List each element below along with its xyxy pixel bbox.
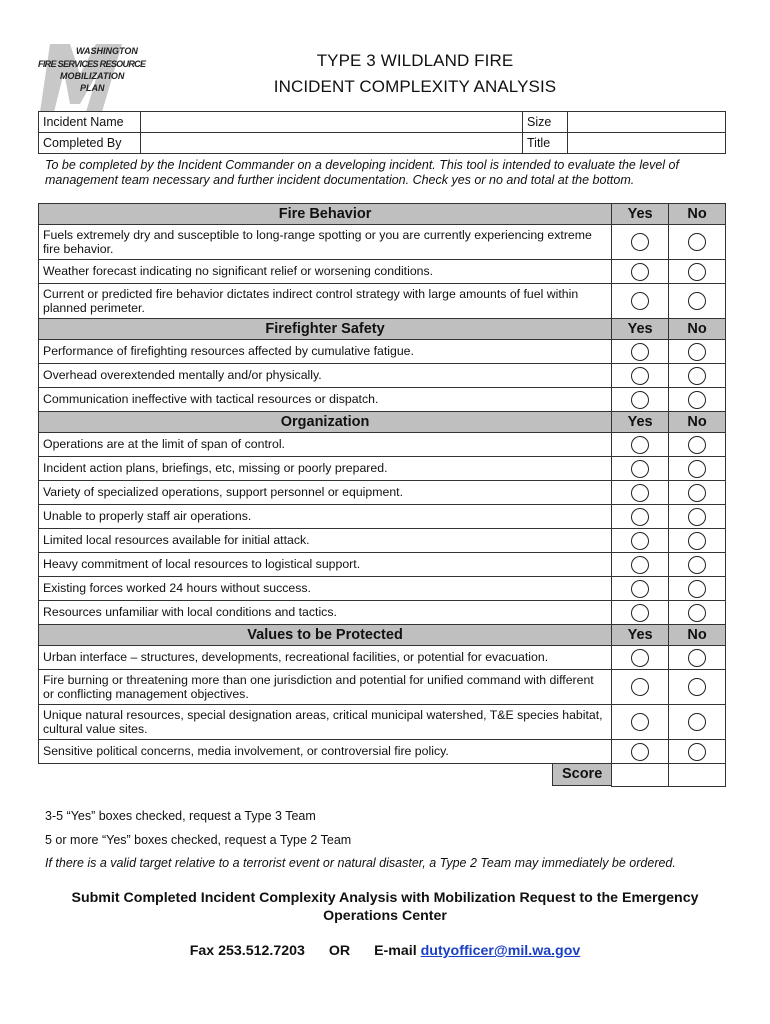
checklist-row bbox=[39, 670, 726, 705]
title-label: Title bbox=[523, 133, 568, 154]
page-title bbox=[230, 48, 600, 100]
logo-line-3: MOBILIZATION bbox=[60, 71, 125, 81]
checklist-row bbox=[39, 505, 726, 529]
checklist-question: Weather forecast indicating no significant relief or worsening conditions. bbox=[39, 260, 612, 284]
no-cell bbox=[669, 505, 726, 529]
yes-radio[interactable] bbox=[631, 580, 649, 598]
yes-cell bbox=[612, 577, 669, 601]
no-radio[interactable] bbox=[688, 556, 706, 574]
yes-cell bbox=[612, 388, 669, 412]
checklist-question: Current or predicted fire behavior dictates indirect control strategy with large amounts of fuel within planned perimeter. bbox=[39, 284, 612, 319]
incident-info-table bbox=[38, 111, 726, 154]
no-column-header: No bbox=[669, 412, 726, 433]
logo-line-1: WASHINGTON bbox=[76, 46, 138, 56]
yes-radio[interactable] bbox=[631, 743, 649, 761]
no-cell bbox=[669, 284, 726, 319]
checklist-question: Unique natural resources, special designation areas, critical municipal watershed, T&E species habitat, cultural value sites. bbox=[39, 705, 612, 740]
yes-radio[interactable] bbox=[631, 649, 649, 667]
checklist-question: Incident action plans, briefings, etc, missing or poorly prepared. bbox=[39, 457, 612, 481]
yes-cell bbox=[612, 646, 669, 670]
no-cell bbox=[669, 481, 726, 505]
checklist-row bbox=[39, 646, 726, 670]
no-radio[interactable] bbox=[688, 436, 706, 454]
yes-column-header: Yes bbox=[612, 412, 669, 433]
checklist-question: Performance of firefighting resources affected by cumulative fatigue. bbox=[39, 340, 612, 364]
checklist-row bbox=[39, 740, 726, 764]
no-cell bbox=[669, 705, 726, 740]
checklist-row bbox=[39, 364, 726, 388]
yes-column-header: Yes bbox=[612, 204, 669, 225]
checklist-question: Existing forces worked 24 hours without success. bbox=[39, 577, 612, 601]
note-terror: If there is a valid target relative to a terrorist event or natural disaster, a Type 2 Team may immediately be ordered. bbox=[45, 856, 676, 870]
yes-radio[interactable] bbox=[631, 532, 649, 550]
yes-radio[interactable] bbox=[631, 343, 649, 361]
checklist-row bbox=[39, 284, 726, 319]
checklist-row bbox=[39, 457, 726, 481]
no-radio[interactable] bbox=[688, 649, 706, 667]
checklist-question: Overhead overextended mentally and/or physically. bbox=[39, 364, 612, 388]
checklist-question: Sensitive political concerns, media involvement, or controversial fire policy. bbox=[39, 740, 612, 764]
yes-cell bbox=[612, 284, 669, 319]
no-cell bbox=[669, 364, 726, 388]
yes-radio[interactable] bbox=[631, 678, 649, 696]
yes-cell bbox=[612, 364, 669, 388]
no-column-header: No bbox=[669, 204, 726, 225]
yes-cell bbox=[612, 260, 669, 284]
no-cell bbox=[669, 670, 726, 705]
no-cell bbox=[669, 388, 726, 412]
no-cell bbox=[669, 553, 726, 577]
yes-radio[interactable] bbox=[631, 484, 649, 502]
yes-radio[interactable] bbox=[631, 556, 649, 574]
no-cell bbox=[669, 340, 726, 364]
checklist-question: Fire burning or threatening more than one jurisdiction and potential for unified command with different or conflicting management objectives. bbox=[39, 670, 612, 705]
no-radio[interactable] bbox=[688, 460, 706, 478]
washington-fire-services-logo bbox=[36, 42, 148, 114]
contact-line bbox=[40, 943, 730, 959]
yes-cell bbox=[612, 481, 669, 505]
yes-score-field[interactable] bbox=[612, 764, 669, 787]
submit-instruction: Submit Completed Incident Complexity Analysis with Mobilization Request to the Emergency Operations Center bbox=[71, 890, 699, 924]
no-radio[interactable] bbox=[688, 484, 706, 502]
score-row bbox=[39, 764, 726, 787]
completed-by-label: Completed By bbox=[39, 133, 141, 154]
section-header bbox=[39, 412, 726, 433]
yes-cell bbox=[612, 601, 669, 625]
section-header bbox=[39, 204, 726, 225]
yes-cell bbox=[612, 705, 669, 740]
email-label: E-mail bbox=[374, 943, 417, 959]
checklist-row bbox=[39, 577, 726, 601]
yes-radio[interactable] bbox=[631, 436, 649, 454]
yes-radio[interactable] bbox=[631, 292, 649, 310]
yes-column-header: Yes bbox=[612, 319, 669, 340]
section-title: Values to be Protected bbox=[39, 625, 612, 646]
no-cell bbox=[669, 740, 726, 764]
no-radio[interactable] bbox=[688, 391, 706, 409]
logo-line-4: PLAN bbox=[80, 83, 105, 93]
checklist-question: Unable to properly staff air operations. bbox=[39, 505, 612, 529]
no-radio[interactable] bbox=[688, 343, 706, 361]
no-radio[interactable] bbox=[688, 580, 706, 598]
checklist-row bbox=[39, 601, 726, 625]
checklist-question: Heavy commitment of local resources to logistical support. bbox=[39, 553, 612, 577]
checklist-row bbox=[39, 529, 726, 553]
yes-cell bbox=[612, 505, 669, 529]
yes-cell bbox=[612, 340, 669, 364]
section-header bbox=[39, 319, 726, 340]
no-column-header: No bbox=[669, 625, 726, 646]
yes-radio[interactable] bbox=[631, 263, 649, 281]
no-cell bbox=[669, 457, 726, 481]
no-radio[interactable] bbox=[688, 678, 706, 696]
note-type3: 3-5 “Yes” boxes checked, request a Type 3 Team bbox=[45, 809, 316, 823]
yes-cell bbox=[612, 553, 669, 577]
score-spacer bbox=[39, 764, 612, 787]
checklist-question: Communication ineffective with tactical resources or dispatch. bbox=[39, 388, 612, 412]
yes-cell bbox=[612, 457, 669, 481]
title-field[interactable] bbox=[568, 133, 726, 154]
no-column-header: No bbox=[669, 319, 726, 340]
checklist-row bbox=[39, 388, 726, 412]
yes-radio[interactable] bbox=[631, 233, 649, 251]
section-title: Fire Behavior bbox=[39, 204, 612, 225]
checklist-row bbox=[39, 553, 726, 577]
checklist-row bbox=[39, 260, 726, 284]
yes-cell bbox=[612, 433, 669, 457]
yes-radio[interactable] bbox=[631, 391, 649, 409]
no-cell bbox=[669, 646, 726, 670]
no-radio[interactable] bbox=[688, 233, 706, 251]
yes-column-header: Yes bbox=[612, 625, 669, 646]
yes-radio[interactable] bbox=[631, 604, 649, 622]
note-type2: 5 or more “Yes” boxes checked, request a Type 2 Team bbox=[45, 833, 352, 847]
score-label: Score bbox=[552, 764, 612, 786]
no-cell bbox=[669, 529, 726, 553]
no-cell bbox=[669, 225, 726, 260]
no-cell bbox=[669, 260, 726, 284]
yes-radio[interactable] bbox=[631, 460, 649, 478]
no-cell bbox=[669, 601, 726, 625]
email-link[interactable]: dutyofficer@mil.wa.gov bbox=[420, 943, 581, 959]
logo-line-2: FIRE SERVICES RESOURCE bbox=[38, 59, 146, 69]
no-radio[interactable] bbox=[688, 532, 706, 550]
section-title: Organization bbox=[39, 412, 612, 433]
incident-name-label: Incident Name bbox=[39, 112, 141, 133]
checklist-row bbox=[39, 433, 726, 457]
no-score-field[interactable] bbox=[669, 764, 726, 787]
yes-radio[interactable] bbox=[631, 508, 649, 526]
checklist-question: Limited local resources available for initial attack. bbox=[39, 529, 612, 553]
yes-cell bbox=[612, 740, 669, 764]
checklist-row bbox=[39, 481, 726, 505]
yes-cell bbox=[612, 225, 669, 260]
title-line-1: TYPE 3 WILDLAND FIRE bbox=[316, 51, 514, 70]
size-field[interactable] bbox=[568, 112, 726, 133]
title-line-2: INCIDENT COMPLEXITY ANALYSIS bbox=[273, 77, 557, 96]
or-separator: OR bbox=[328, 943, 351, 959]
yes-radio[interactable] bbox=[631, 713, 649, 731]
checklist-row bbox=[39, 705, 726, 740]
size-label: Size bbox=[523, 112, 568, 133]
checklist-question: Resources unfamiliar with local conditions and tactics. bbox=[39, 601, 612, 625]
checklist-row bbox=[39, 225, 726, 260]
no-radio[interactable] bbox=[688, 508, 706, 526]
no-cell bbox=[669, 433, 726, 457]
section-title: Firefighter Safety bbox=[39, 319, 612, 340]
yes-cell bbox=[612, 529, 669, 553]
no-cell bbox=[669, 577, 726, 601]
checklist-question: Variety of specialized operations, support personnel or equipment. bbox=[39, 481, 612, 505]
completed-by-field[interactable] bbox=[141, 133, 523, 154]
checklist-question: Operations are at the limit of span of control. bbox=[39, 433, 612, 457]
checklist-question: Urban interface – structures, developments, recreational facilities, or potential for evacuation. bbox=[39, 646, 612, 670]
fax-number: Fax 253.512.7203 bbox=[189, 943, 305, 959]
checklist-question: Fuels extremely dry and susceptible to long-range spotting or you are currently experiencing extreme fire behavior. bbox=[39, 225, 612, 260]
section-header bbox=[39, 625, 726, 646]
no-radio[interactable] bbox=[688, 263, 706, 281]
no-radio[interactable] bbox=[688, 743, 706, 761]
no-radio[interactable] bbox=[688, 292, 706, 310]
incident-name-field[interactable] bbox=[141, 112, 523, 133]
instructions: To be completed by the Incident Commander on a developing incident. This tool is intended to evaluate the level of management team necessary and further incident documentation. Check yes or no and total at the bottom. bbox=[45, 158, 679, 187]
no-radio[interactable] bbox=[688, 604, 706, 622]
yes-cell bbox=[612, 670, 669, 705]
checklist-row bbox=[39, 340, 726, 364]
yes-radio[interactable] bbox=[631, 367, 649, 385]
no-radio[interactable] bbox=[688, 713, 706, 731]
no-radio[interactable] bbox=[688, 367, 706, 385]
complexity-checklist bbox=[38, 203, 726, 787]
